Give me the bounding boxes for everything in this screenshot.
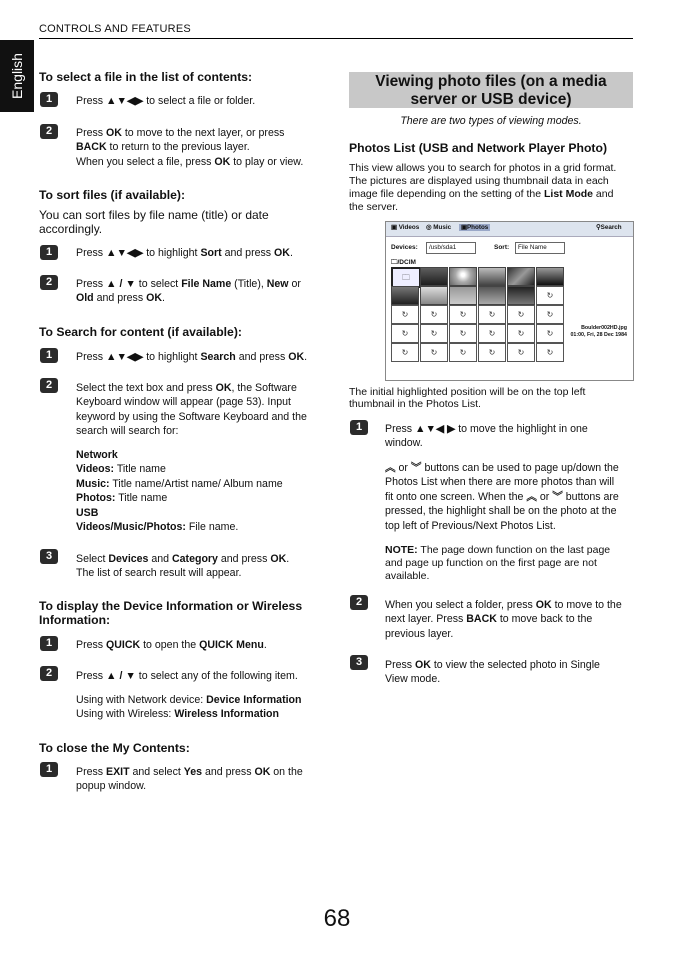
text: Photos List when there are more photos than will [385,476,615,489]
text: to select a file or folder. [143,95,256,107]
text: to highlight [143,351,201,363]
loading-thumbnail[interactable]: ↻ [507,324,535,343]
sort-label: Sort: [494,244,510,251]
photo-thumbnail[interactable] [391,286,419,305]
devices-select[interactable]: /usb/sda1 [426,242,476,254]
text: and press [221,247,275,259]
arrow-keys: ▲ / ▼ [106,670,136,682]
select-file-title: To select a file in the list of contents: [39,70,253,84]
page-up-icon: ︽ [385,462,396,474]
step-number-1: 1 [350,420,368,435]
text: pressed, the highlight shall be on the photo at the [385,505,617,518]
language-tab [0,40,34,112]
list-label: Photos: [76,492,116,505]
text: . [263,639,267,651]
loading-thumbnail[interactable]: ↻ [478,343,506,362]
page-buttons-text [385,461,635,533]
text: top left of Previous/Next Photos List. [385,519,556,532]
photo-thumbnail[interactable] [449,267,477,286]
section-header: CONTROLS AND FEATURES [39,23,191,35]
folder-name: /DCIM [397,259,416,266]
search-button[interactable] [596,224,622,231]
search-label: Search [600,224,622,231]
text: Press [76,278,107,290]
text: . [286,553,290,565]
text: and page up function on the first page are not [385,557,597,569]
search-title: To Search for content (if available): [39,325,242,339]
text: buttons can be used to page up/down the [421,462,619,474]
step-text [76,94,255,108]
text: The page down function on the last page [417,544,611,556]
text: popup window. [76,780,147,793]
text: Press [76,127,107,139]
text: Press [76,247,107,259]
text: and press [93,292,147,305]
text: to move the highlight in one [455,423,588,435]
step-number-1: 1 [40,636,58,651]
text: available. [385,570,430,582]
text: and select [129,766,184,778]
key: New [266,278,289,290]
file-name: Boulder002HD.jpg [581,325,627,331]
step-number-2: 2 [40,378,58,393]
category-bar [386,222,633,237]
key: BACK [466,613,497,626]
text: Press [385,423,416,435]
text: to move to the [551,599,622,611]
step-number-2: 2 [40,666,58,681]
text: or [288,278,301,290]
text: to move to the next layer, or press [121,127,285,139]
loading-thumbnail[interactable]: ↻ [536,286,564,305]
note [385,544,635,583]
text: thumbnail in the Photos List. [349,398,481,410]
key: File Name [181,278,232,290]
text: to view the selected photo in Single [430,659,600,671]
banner-line: Viewing photo files (on a media [375,73,607,90]
photos-list-title: Photos List (USB and Network Player Photo) [349,141,607,155]
page-down-icon: ︾ [410,462,422,474]
loading-thumbnail[interactable]: ↻ [536,343,564,362]
step-text [385,658,635,687]
text: image file depending on the setting of the [349,188,544,200]
loading-thumbnail[interactable]: ↻ [536,305,564,324]
sort-intro: You can sort files by file name (title) or date accordingly. [39,208,269,236]
key: OK [270,553,287,565]
loading-thumbnail[interactable]: ↻ [507,343,535,362]
step-text [76,638,267,652]
text: Using with Network device: [76,694,207,706]
step-text [76,552,336,581]
text: Keyboard window will appear (page 53). Input [76,396,291,409]
text: Press [385,659,416,671]
loading-thumbnail[interactable]: ↻ [507,305,535,324]
step-number-1: 1 [40,348,58,363]
text: Press [76,639,107,651]
step-number-2: 2 [350,595,368,610]
search-icon: ⚲ [596,224,601,231]
text: Press [76,95,107,107]
photo-thumbnail[interactable] [449,286,477,305]
banner-line: server or USB device) [410,91,572,108]
list-label: Music: [76,477,110,490]
initial-position-text [349,386,639,410]
text: search will search for: [76,425,179,438]
key: Yes [183,766,203,778]
text: Select [76,553,109,565]
list-heading: USB [76,506,99,519]
text: Using with Wireless: [76,708,175,721]
text: When you select a file, press [76,155,215,168]
list-text: File name. [185,521,239,534]
key: Wireless Information [174,708,279,721]
list-label: Videos/Music/Photos: [76,521,186,534]
key: OK [214,155,231,168]
text: buttons are [562,490,619,503]
loading-thumbnail[interactable]: ↻ [420,305,448,324]
tab-photos-label: Photos [466,224,489,231]
title-line: To display the Device Information or Wireless [39,599,303,613]
text: to open the [140,639,200,651]
header-rule [39,38,633,39]
tab-music-label: Music [433,224,452,231]
step-text [385,422,635,451]
photos-list-screen [385,221,634,381]
list-text: Title name [115,492,168,505]
close-title: To close the My Contents: [39,741,190,755]
key: BACK [76,141,107,154]
section-banner [349,72,633,108]
loading-thumbnail[interactable]: ↻ [478,305,506,324]
text: keyword by using the Software Keyboard and the [76,410,307,423]
step-text [76,126,336,169]
text: The initial highlighted position will be on the top left [349,386,586,398]
text: fit onto one screen. When the [385,490,527,503]
tab-videos-label: Videos [398,224,420,231]
key: Category [172,553,218,565]
text: . [161,292,165,305]
list-text: Title name [114,463,166,476]
text: previous layer. [385,627,454,640]
page-up-icon: ︽ [526,490,537,503]
step-number-2: 2 [40,124,58,139]
loading-thumbnail[interactable]: ↻ [391,324,419,343]
text: When you select a folder, press [385,599,536,611]
key: QUICK [106,639,141,651]
title-line: Information: [39,613,111,627]
step-number-3: 3 [350,655,368,670]
text: on the [270,766,303,778]
step-text [76,246,293,260]
key: OK [146,292,162,305]
device-options [76,693,302,722]
devices-label: Devices: [391,244,418,251]
tab-music[interactable]: ◎ Music [426,224,452,231]
key: Sort [200,247,222,259]
step-text [76,350,307,364]
text: to highlight [143,247,201,259]
device-info-title [39,599,329,627]
photo-thumbnail[interactable] [536,267,564,286]
text: or [395,462,411,474]
text: (Title), [231,278,267,290]
text: and [148,553,173,565]
text: and press [217,553,271,565]
photo-thumbnail[interactable] [420,267,448,286]
text: to move back to the [496,613,593,626]
text: to play or view. [230,155,304,168]
text: Select the text box and press [76,382,216,394]
step-number-2: 2 [40,275,58,290]
key: OK [288,351,305,363]
loading-thumbnail[interactable]: ↻ [391,305,419,324]
text: Press [76,670,107,682]
step-number-1: 1 [40,92,58,107]
page-down-icon: ︾ [552,490,563,503]
folder-thumbnail[interactable]: 🗀 [391,267,421,288]
text: window. [385,437,423,450]
text: This view allows you to search for photos in a grid format. [349,162,617,174]
tab-photos[interactable]: ▣Photos [461,224,489,231]
step-text [76,669,298,683]
loading-thumbnail[interactable]: ↻ [391,343,419,362]
key: List Mode [543,188,593,200]
arrow-keys: ▲▼◀▶ [106,247,144,259]
loading-thumbnail[interactable]: ↻ [478,324,506,343]
file-info [570,325,627,338]
text: Press [76,351,107,363]
key: QUICK Menu [199,639,264,651]
step-text [76,381,336,439]
arrow-keys: ▲▼◀▶ [106,351,144,363]
text: The list of search result will appear. [76,567,242,580]
text: The pictures are displayed using thumbnail data in each [349,175,609,187]
key: Old [76,292,94,305]
loading-thumbnail[interactable]: ↻ [536,324,564,343]
text: View mode. [385,673,441,686]
step-text [76,277,336,306]
key: OK [215,382,232,394]
step-text [385,598,640,641]
text: and [592,188,614,200]
tab-videos[interactable]: ▣ Videos [391,224,420,231]
photo-thumbnail[interactable] [507,267,535,286]
loading-thumbnail[interactable]: ↻ [420,324,448,343]
key: OK [106,127,122,139]
text: Press [76,766,107,778]
step-text [76,765,336,794]
list-text: Title name/Artist name/ Album name [109,477,283,490]
text: to select [135,278,182,290]
photo-thumbnail[interactable] [420,286,448,305]
page-number: 68 [323,905,351,932]
key: OK [254,766,271,778]
loading-thumbnail[interactable]: ↻ [449,324,477,343]
note-label: NOTE: [385,544,418,556]
text: , the Software [231,382,297,394]
search-targets-list [76,448,336,534]
loading-thumbnail[interactable]: ↻ [449,305,477,324]
loading-thumbnail[interactable]: ↻ [449,343,477,362]
folder-icon: 🗀 [391,259,398,266]
photo-thumbnail[interactable] [507,286,535,305]
sort-select[interactable]: File Name [515,242,565,254]
photo-thumbnail[interactable] [478,286,506,305]
text: or [536,490,553,503]
text: and press [202,766,255,778]
arrow-keys: ▲▼◀▶ [106,95,144,107]
photos-intro [349,162,639,214]
sort-title: To sort files (if available): [39,188,186,202]
list-heading: Network [76,449,118,461]
key: OK [535,599,552,611]
key: Device Information [206,694,302,706]
step-number-3: 3 [40,549,58,564]
step-number-1: 1 [40,245,58,260]
key: OK [415,659,431,671]
step-number-1: 1 [40,762,58,777]
language-tab-label: English [9,53,25,99]
list-label: Videos: [76,463,115,476]
subtitle: There are two types of viewing modes. [400,115,582,127]
key: EXIT [106,766,130,778]
text: . [289,247,293,259]
text: to return to the previous layer. [106,141,250,154]
loading-thumbnail[interactable]: ↻ [420,343,448,362]
text: next layer. Press [385,613,467,626]
text: and press [235,351,289,363]
photo-thumbnail[interactable] [478,267,506,286]
text: the server. [349,201,399,213]
key: OK [274,247,290,259]
file-date: 01:00, Fri, 28 Dec 1984 [570,331,627,338]
text: . [304,351,308,363]
text: to select any of the following item. [135,670,298,682]
key: Devices [108,553,149,565]
key: Search [200,351,236,363]
arrow-keys: ▲▼◀ ▶ [415,423,456,435]
arrow-keys: ▲ / ▼ [106,278,136,290]
